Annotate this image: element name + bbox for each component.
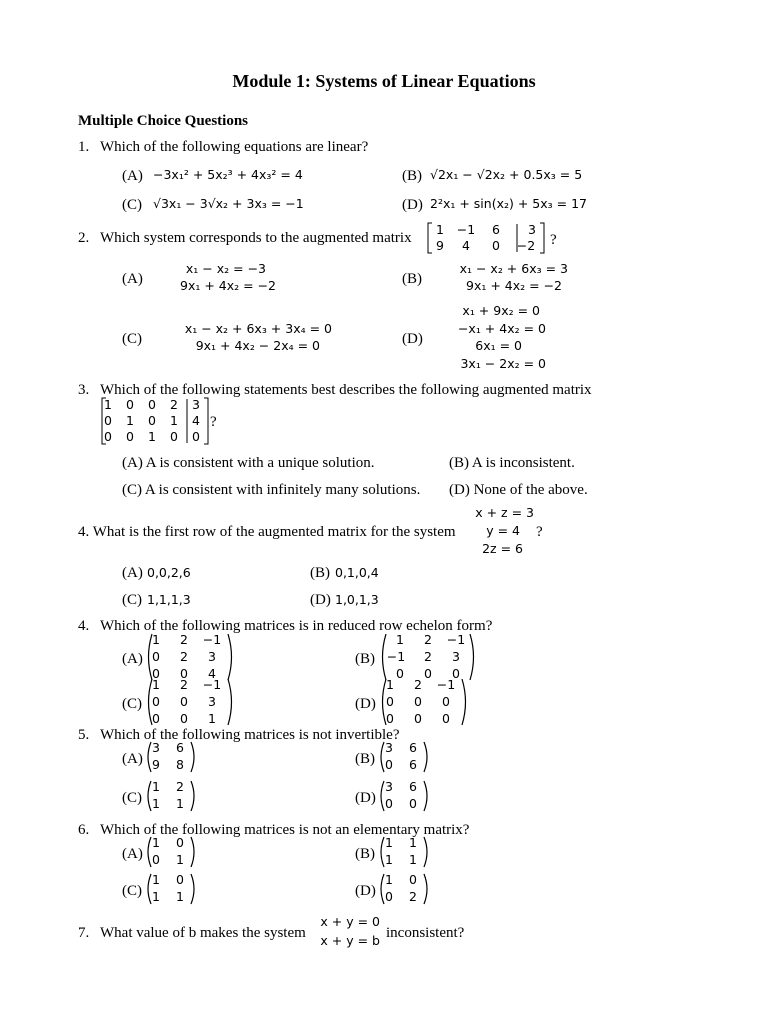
matrix-cell: 3: [385, 740, 393, 755]
option-label: (C): [122, 331, 142, 347]
matrix-cell: 1: [176, 796, 184, 811]
matrix-option-c: [144, 872, 198, 906]
matrix-cell: −1: [202, 677, 222, 692]
option-d: 1,0,1,3: [335, 592, 379, 607]
option-label: (A): [122, 271, 143, 287]
matrix-cell: 0: [148, 397, 156, 412]
system-eq3: 2z = 6: [482, 541, 523, 556]
matrix-option-b: [377, 835, 431, 869]
option-a: 0,0,2,6: [147, 565, 191, 580]
matrix-option-d: [377, 779, 431, 813]
option-label: (D): [355, 696, 376, 712]
matrix-cell: 1: [152, 632, 160, 647]
matrix-cell: 0: [152, 666, 160, 681]
matrix-cell: −2: [516, 238, 536, 253]
matrix-cell: 1: [396, 632, 404, 647]
matrix-cell: 6: [176, 740, 184, 755]
matrix-cell: 0: [414, 711, 422, 726]
matrix-cell: 3: [208, 694, 216, 709]
matrix-cell: 1: [208, 711, 216, 726]
system-eq1: x + y = 0: [320, 914, 380, 929]
option-c: 1,1,1,3: [147, 592, 191, 607]
option-d-eq3: 6x₁ = 0: [475, 338, 522, 353]
matrix-cell: 0: [126, 397, 134, 412]
question-text: What value of b makes the system: [100, 925, 306, 941]
matrix-cell: 1: [104, 397, 112, 412]
matrix-cell: 4: [192, 413, 200, 428]
option-b: (B) A is inconsistent.: [449, 455, 575, 471]
matrix-cell: −1: [436, 677, 456, 692]
option-label: (C): [122, 883, 142, 899]
question-number: 1.: [78, 139, 90, 155]
question-number: 4.: [78, 618, 90, 634]
option-label: (B): [355, 846, 375, 862]
matrix-cell: 1: [176, 889, 184, 904]
option-label: (C): [122, 696, 142, 712]
option-d-eq2: −x₁ + 4x₂ = 0: [457, 321, 546, 336]
matrix-cell: −1: [386, 649, 406, 664]
matrix-option-c: [144, 779, 198, 813]
option-label: (A): [122, 846, 143, 862]
matrix-option-a: [144, 632, 236, 682]
matrix-cell: 0: [152, 711, 160, 726]
matrix-cell: 1: [386, 677, 394, 692]
matrix-cell: 0: [104, 429, 112, 444]
matrix-cell: 0: [385, 889, 393, 904]
option-label: (A): [122, 751, 143, 767]
question-mark: ?: [210, 414, 217, 430]
matrix-cell: 0: [442, 694, 450, 709]
matrix-cell: 0: [180, 711, 188, 726]
option-d-eq1: x₁ + 9x₂ = 0: [462, 303, 540, 318]
augmented-matrix: [426, 221, 546, 255]
question-text: Which of the following matrices is not invertible?: [100, 727, 400, 743]
question-number: 7.: [78, 925, 90, 941]
matrix-cell: 1: [436, 222, 444, 237]
matrix-cell: 0: [152, 852, 160, 867]
matrix-cell: 6: [409, 740, 417, 755]
matrix-cell: −1: [456, 222, 476, 237]
option-label: (B): [310, 565, 330, 581]
matrix-cell: 1: [152, 889, 160, 904]
question-mark: ?: [536, 524, 543, 540]
matrix-cell: 0: [385, 757, 393, 772]
matrix-cell: 0: [414, 694, 422, 709]
matrix-cell: 8: [176, 757, 184, 772]
matrix-cell: 1: [148, 429, 156, 444]
option-d-eq4: 3x₁ − 2x₂ = 0: [460, 356, 546, 371]
matrix-cell: 1: [152, 796, 160, 811]
matrix-cell: 0: [170, 429, 178, 444]
matrix-cell: 1: [385, 872, 393, 887]
question-text: Which of the following statements best describes the following augmented matrix: [100, 382, 592, 398]
matrix-cell: 0: [424, 666, 432, 681]
section-heading: Multiple Choice Questions: [78, 113, 249, 129]
option-a-eq2: 9x₁ + 4x₂ = −2: [180, 278, 276, 293]
matrix-cell: 1: [170, 413, 178, 428]
question-tail: inconsistent?: [386, 925, 465, 941]
matrix-cell: 3: [385, 779, 393, 794]
matrix-cell: 2: [409, 889, 417, 904]
matrix-cell: 1: [176, 852, 184, 867]
option-b-eq1: x₁ − x₂ + 6x₃ = 3: [459, 261, 568, 276]
matrix-cell: 2: [180, 632, 188, 647]
matrix-cell: 1: [409, 852, 417, 867]
matrix-option-c: [144, 677, 236, 727]
matrix-cell: 1: [152, 835, 160, 850]
matrix-cell: 1: [152, 872, 160, 887]
matrix-cell: 0: [386, 711, 394, 726]
matrix-option-a: [144, 835, 198, 869]
matrix-cell: 9: [152, 757, 160, 772]
matrix-cell: 3: [528, 222, 536, 237]
matrix-cell: 0: [396, 666, 404, 681]
matrix-cell: 4: [208, 666, 216, 681]
option-b: 0,1,0,4: [335, 565, 379, 580]
matrix-cell: 0: [409, 872, 417, 887]
option-c-eq2: 9x₁ + 4x₂ − 2x₄ = 0: [195, 338, 320, 353]
matrix-cell: 2: [424, 632, 432, 647]
question-number: 2.: [78, 230, 90, 246]
matrix-cell: 0: [176, 835, 184, 850]
matrix-cell: 4: [462, 238, 470, 253]
option-b: √2x₁ − √2x₂ + 0.5x₃ = 5: [430, 167, 583, 182]
option-c: √3x₁ − 3√x₂ + 3x₃ = −1: [153, 196, 304, 211]
question-text: Which of the following matrices is in reduced row echelon form?: [100, 618, 493, 634]
question-number: 5.: [78, 727, 90, 743]
option-label: (D): [355, 790, 376, 806]
matrix-cell: −1: [202, 632, 222, 647]
matrix-cell: 3: [452, 649, 460, 664]
option-a: −3x₁² + 5x₂³ + 4x₃² = 4: [153, 167, 303, 182]
question-mark: ?: [550, 232, 557, 248]
matrix-cell: 1: [152, 779, 160, 794]
question-text: Which of the following matrices is not an elementary matrix?: [100, 822, 470, 838]
matrix-cell: −1: [446, 632, 466, 647]
question-text: Which of the following equations are linear?: [100, 139, 369, 155]
matrix-cell: 9: [436, 238, 444, 253]
question-text: 4. What is the first row of the augmented matrix for the system: [78, 524, 456, 540]
matrix-cell: 1: [126, 413, 134, 428]
matrix-option-b: [378, 632, 478, 682]
matrix-cell: 1: [152, 677, 160, 692]
matrix-cell: 0: [152, 694, 160, 709]
matrix-cell: 3: [192, 397, 200, 412]
matrix-cell: 2: [180, 677, 188, 692]
matrix-cell: 0: [492, 238, 500, 253]
option-label: (D): [310, 592, 331, 608]
option-label: (D): [402, 331, 423, 347]
matrix-cell: 3: [208, 649, 216, 664]
matrix-cell: 1: [409, 835, 417, 850]
matrix-cell: 0: [126, 429, 134, 444]
question-number: 6.: [78, 822, 90, 838]
option-label: (D): [402, 197, 423, 213]
matrix-cell: 2: [180, 649, 188, 664]
question-number: 3.: [78, 382, 90, 398]
matrix-cell: 2: [170, 397, 178, 412]
matrix-cell: 0: [442, 711, 450, 726]
matrix-cell: 6: [409, 757, 417, 772]
augmented-matrix: [100, 396, 212, 446]
system-eq1: x + z = 3: [475, 505, 534, 520]
matrix-cell: 0: [385, 796, 393, 811]
system-eq2: y = 4: [486, 523, 520, 538]
matrix-cell: 0: [180, 694, 188, 709]
matrix-cell: 0: [386, 694, 394, 709]
matrix-cell: 0: [176, 872, 184, 887]
page-title: Module 1: Systems of Linear Equations: [232, 71, 536, 91]
option-label: (A): [122, 168, 143, 184]
matrix-cell: 2: [424, 649, 432, 664]
matrix-cell: 6: [409, 779, 417, 794]
option-label: (C): [122, 790, 142, 806]
system-eq2: x + y = b: [320, 933, 380, 948]
option-label: (B): [355, 751, 375, 767]
option-b-eq2: 9x₁ + 4x₂ = −2: [466, 278, 562, 293]
matrix-cell: 0: [452, 666, 460, 681]
matrix-cell: 6: [492, 222, 500, 237]
matrix-cell: 0: [180, 666, 188, 681]
option-label: (B): [402, 271, 422, 287]
matrix-cell: 0: [152, 649, 160, 664]
option-d: (D) None of the above.: [449, 482, 588, 498]
matrix-cell: 0: [104, 413, 112, 428]
matrix-cell: 1: [385, 852, 393, 867]
option-label: (B): [355, 651, 375, 667]
matrix-option-b: [377, 740, 431, 774]
option-a-eq1: x₁ − x₂ = −3: [185, 261, 266, 276]
matrix-cell: 0: [148, 413, 156, 428]
matrix-cell: 2: [414, 677, 422, 692]
option-c-eq1: x₁ − x₂ + 6x₃ + 3x₄ = 0: [184, 321, 332, 336]
option-label: (A): [122, 565, 143, 581]
matrix-cell: 0: [409, 796, 417, 811]
matrix-cell: 0: [192, 429, 200, 444]
option-c: (C) A is consistent with infinitely many solutions.: [122, 482, 421, 498]
option-label: (B): [402, 168, 422, 184]
question-text: Which system corresponds to the augmented matrix: [100, 230, 412, 246]
option-label: (C): [122, 197, 142, 213]
matrix-option-d: [378, 677, 470, 727]
option-label: (D): [355, 883, 376, 899]
matrix-cell: 1: [385, 835, 393, 850]
matrix-cell: 3: [152, 740, 160, 755]
option-label: (A): [122, 651, 143, 667]
option-a: (A) A is consistent with a unique solution.: [122, 455, 375, 471]
matrix-option-d: [377, 872, 431, 906]
option-d: 2²x₁ + sin(x₂) + 5x₃ = 17: [430, 196, 587, 211]
matrix-option-a: [144, 740, 198, 774]
option-label: (C): [122, 592, 142, 608]
matrix-cell: 2: [176, 779, 184, 794]
